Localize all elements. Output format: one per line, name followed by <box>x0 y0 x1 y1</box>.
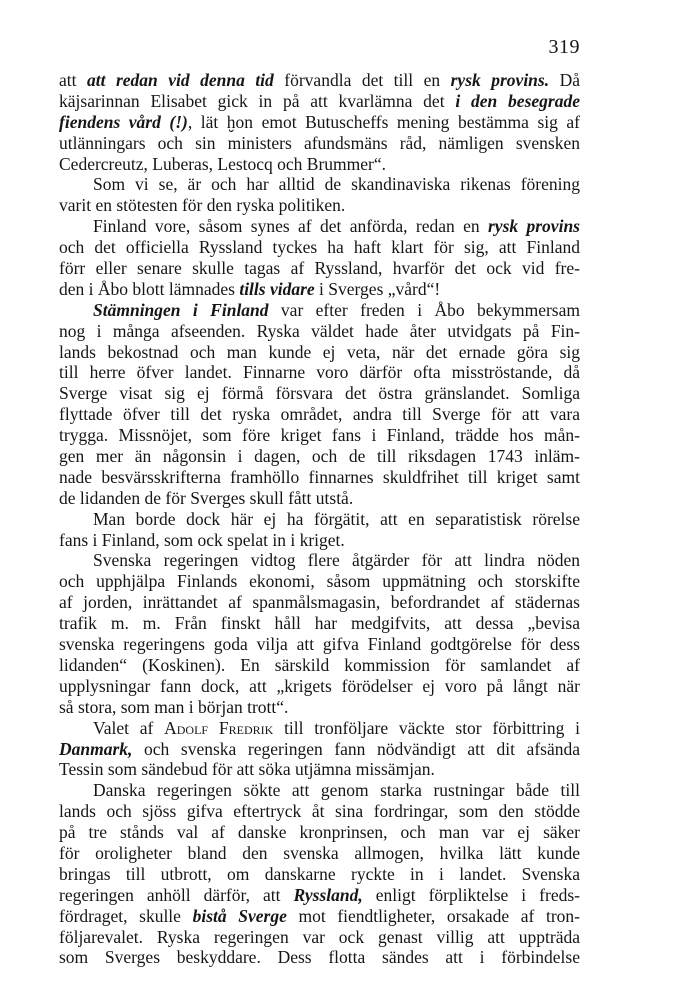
text-line <box>59 133 580 154</box>
text-line <box>59 634 580 655</box>
text-line <box>59 112 580 133</box>
text-line <box>59 237 580 258</box>
text-segment: i Sverges „vård“! <box>314 278 441 299</box>
text-segment: som Sverges beskyddare. Dess flotta sändes att i förbindelse <box>59 947 580 968</box>
text-line <box>59 70 580 91</box>
text-segment: förvandla det till en <box>273 70 451 90</box>
text-segment: Cedercreutz, Luberas, Lestocq och Brummer“. <box>59 153 387 174</box>
emphasized-text: rysk provins <box>488 216 580 237</box>
text-segment: flyttade öfver till det ryska området, andra till Sverge för att vara <box>59 404 580 425</box>
text-line <box>59 571 580 592</box>
text-line <box>59 154 580 175</box>
text-line <box>59 362 580 383</box>
text-segment: af jorden, inrättandet af spanmålsmagasin, befordrandet af städernas <box>59 592 580 613</box>
text-segment: för oroligheter bland den svenska allmogen, hvilka lätt kunde <box>59 842 580 863</box>
text-line <box>59 404 580 425</box>
text-segment: lidanden“ (Koskinen). En särskild kommission för samlandet af <box>59 654 580 675</box>
emphasized-text: fiendens vård (!) <box>59 111 188 132</box>
text-segment: utlänningars och sin ministers afundsmäns råd, nämligen svensken <box>59 132 580 153</box>
small-caps-name: Adolf Fredrik <box>164 717 274 738</box>
text-line <box>59 759 580 780</box>
emphasized-text: Danmark, <box>59 738 133 759</box>
text-line <box>59 91 580 112</box>
text-segment: och det officiella Ryssland tyckes ha haft klart för sig, att Finland <box>59 237 580 258</box>
text-line <box>59 174 580 195</box>
text-segment: upplysningar fann dock, att „krigets förödelser ej voro på långt när <box>59 675 580 696</box>
emphasized-text: tills vidare <box>239 278 315 299</box>
text-line <box>59 885 580 906</box>
text-segment: svenska regeringens goda vilja att gifva Finland godtgörelse för dess <box>59 634 580 655</box>
text-line <box>59 279 580 300</box>
text-line <box>59 739 580 760</box>
text-line <box>59 843 580 864</box>
text-segment: gen mer än någonsin i dagen, och de till riksdagen 1743 inläm- <box>59 446 580 467</box>
text-segment: Sverge visat sig ej förmå försvara det östra gränslandet. Somliga <box>59 383 580 404</box>
body-text <box>59 70 580 968</box>
text-segment: att <box>59 70 87 90</box>
text-segment: Finland vore, såsom synes af det anförda, redan en <box>93 216 488 237</box>
text-line <box>59 655 580 676</box>
emphasized-text: att redan vid denna tid <box>86 70 274 90</box>
text-line <box>59 446 580 467</box>
text-line <box>59 676 580 697</box>
text-segment: den i Åbo blott lämnades <box>59 278 240 299</box>
text-segment: Tessin som sändebud för att söka utjämna missämjan. <box>59 759 435 780</box>
text-line <box>59 864 580 885</box>
text-line <box>59 947 580 968</box>
text-segment: Man borde dock här ej ha förgätit, att en separatistisk rörelse <box>93 508 580 529</box>
text-segment: till tronföljare väckte stor förbittring i <box>273 717 580 738</box>
text-segment: Valet af <box>93 717 165 738</box>
text-segment: på tre stånds val af danske kronprinsen, och man var ej säker <box>59 822 580 843</box>
text-line <box>59 300 580 321</box>
text-segment: varit en stötesten för den ryska politiken. <box>59 195 346 216</box>
text-line <box>59 488 580 509</box>
text-segment: lands bekostnad och man kunde ej veta, när det ernade göra sig <box>59 341 580 362</box>
emphasized-text: rysk provins. <box>450 70 550 90</box>
text-line <box>59 718 580 739</box>
text-line <box>59 697 580 718</box>
text-segment: lands och sjöss gifva eftertryck åt sina fordringar, som den stödde <box>59 801 580 822</box>
text-line <box>59 216 580 237</box>
text-line <box>59 530 580 551</box>
text-line <box>59 258 580 279</box>
text-line <box>59 822 580 843</box>
text-segment: bringas till utbrott, om danskarne ryckte in i landet. Svenska <box>59 863 580 884</box>
text-segment: Då <box>549 70 580 90</box>
text-segment: fans i Finland, som ock spelat in i kriget. <box>59 529 345 550</box>
text-segment: käjsarinnan Elisabet gick in på att kvarlämna det <box>59 90 456 111</box>
text-segment: till herre öfver landet. Finnarne voro därför ofta misströstande, då <box>59 362 580 383</box>
text-segment: de lidanden de för Sverges skull fått utstå. <box>59 487 354 508</box>
text-segment: mot fiendtligheter, orsakade af tron- <box>286 905 580 926</box>
page-number: 319 <box>548 36 580 58</box>
text-line <box>59 342 580 363</box>
text-segment: förr eller senare skulle tagas af Ryssland, hvarför det ock vid fre- <box>59 258 580 279</box>
text-segment: följarevalet. Ryska regeringen var ock genast villig att uppträda <box>59 926 580 947</box>
text-line <box>59 592 580 613</box>
text-line <box>59 383 580 404</box>
text-segment: enligt förpliktelse i freds- <box>362 884 580 905</box>
text-segment: Som vi se, är och har alltid de skandinaviska rikenas förening <box>93 174 580 195</box>
text-segment: fördraget, skulle <box>59 905 193 926</box>
text-segment: och upphjälpa Finlands ekonomi, såsom uppmätning och storskifte <box>59 571 580 592</box>
text-line <box>59 613 580 634</box>
text-segment: Danska regeringen sökte att genom starka rustningar både till <box>93 780 580 801</box>
text-segment: nog i många afseenden. Ryska väldet hade åter utvidgats på Fin- <box>59 320 580 341</box>
text-segment: trygga. Missnöjet, som före kriget fans i Finland, trädde hos mån- <box>59 425 580 446</box>
text-segment: Svenska regeringen vidtog flere åtgärder för att lindra nöden <box>93 550 580 571</box>
text-line <box>59 321 580 342</box>
text-segment: var efter freden i Åbo bekymmersam <box>268 299 580 320</box>
text-line <box>59 906 580 927</box>
text-line <box>59 195 580 216</box>
text-line <box>59 550 580 571</box>
emphasized-text: Stämningen i Finland <box>93 299 269 320</box>
emphasized-text: i den besegrade <box>455 90 580 111</box>
text-line <box>59 425 580 446</box>
text-segment: regeringen anhöll därför, att <box>59 884 294 905</box>
text-line <box>59 780 580 801</box>
text-line <box>59 801 580 822</box>
text-segment: så stora, som man i början trott“. <box>59 696 289 717</box>
text-line <box>59 509 580 530</box>
text-line <box>59 927 580 948</box>
text-segment: och svenska regeringen fann nödvändigt att dit afsända <box>132 738 580 759</box>
emphasized-text: Ryssland, <box>293 884 363 905</box>
text-segment: nade besvärsskrifterna framhöllo finnarnes skuldfrihet till kriget samt <box>59 466 580 487</box>
emphasized-text: bistå Sverge <box>192 905 287 926</box>
text-segment: , lät ḫon emot Butuscheffs mening bestämma sig af <box>187 111 580 132</box>
text-line <box>59 467 580 488</box>
text-segment: trafik m. m. Från finskt håll har medgifvits, att dessa „bevisa <box>59 613 580 634</box>
